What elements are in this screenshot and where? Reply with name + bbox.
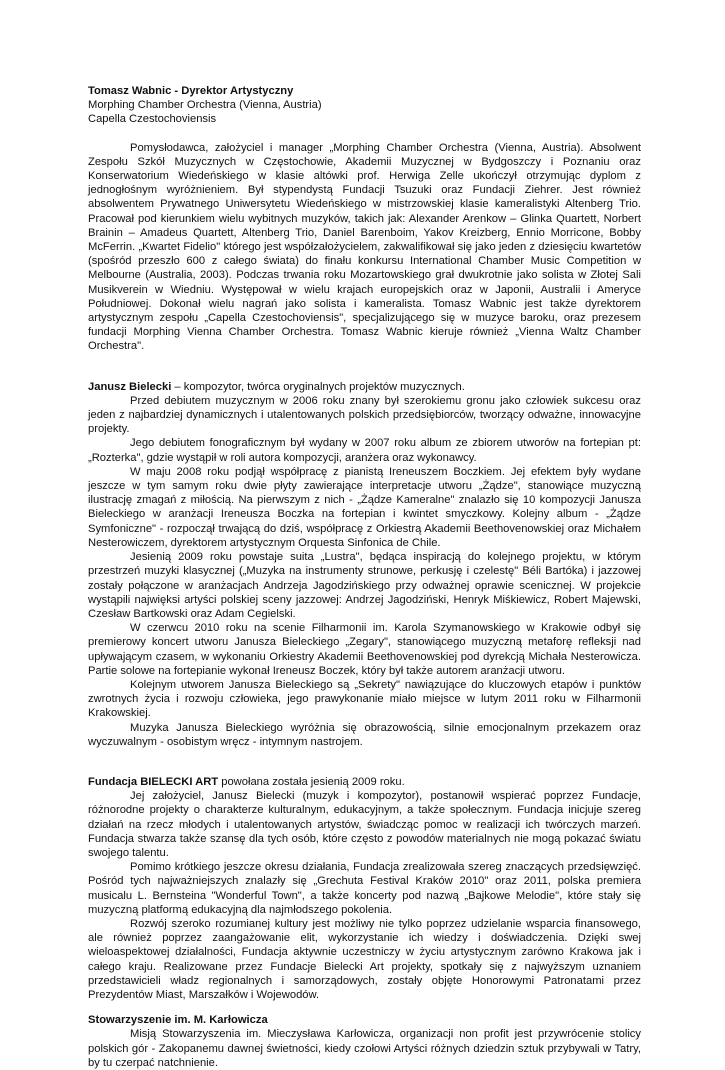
bielecki-p7: Muzyka Janusza Bieleckiego wyróżnia się obrazowością, silnie emocjonalnym przekazem oraz wyczuwalnym - osobistym wręcz - intymnym nastrojem. — [88, 721, 641, 748]
fundacja-intro: powołana została jesienią 2009 roku. — [218, 775, 405, 788]
fundacja-p1: Jej założyciel, Janusz Bielecki (muzyk i kompozytor), postanowił wspierać poprzez Fundacje, różnorodne projekty o charakterze kulturalnym, edukacyjnym, a także społecznym. Fundacja inicjuje szereg działań na rzecz młodych i utalentowanych artystów, świadcząc pomoc w realizacji ich twórczych marzeń. Fundacja stwarza także szansę dla tych osób, które często z powodów materialnych nie mogą pokazać światu swojego talentu. — [88, 790, 641, 859]
bielecki-name: Janusz Bielecki — [88, 380, 172, 393]
wabnic-org-capella: Capella Czestochoviensis — [88, 113, 217, 126]
bielecki-p1: Przed debiutem muzycznym w 2006 roku znany był szerokiemu gronu jako człowiek sukcesu oraz jeden z najbardziej dynamicznych i utalentowanych polskich przedsiębiorców, tworzący odważne, innowacyjne projekty. — [88, 394, 641, 436]
wabnic-org-morphing: Morphing Chamber Orchestra (Vienna, Austria) — [88, 99, 322, 112]
bielecki-intro: – kompozytor, twórca oryginalnych projektów muzycznych. — [171, 380, 465, 393]
bielecki-heading-line — [88, 380, 641, 394]
bielecki-p6: Kolejnym utworem Janusza Bieleckiego są „Sekrety" nawiązujące do kluczowych etapów i punktów zwrotnych życia i rozwoju człowieka, jego prawykonanie miało miejsce w lutym 2011 roku w Filharmonii Krakowskiej. — [88, 678, 641, 720]
stowarzyszenie-heading: Stowarzyszenie im. M. Karłowicza — [88, 1014, 268, 1027]
bielecki-p3: W maju 2008 roku podjął współpracę z pianistą Ireneuszem Boczkiem. Jej efektem były wydane jeszcze w tym samym roku dwie płyty zawierające interpretacje utworu „Żądze", stanowiące muzyczną ilustrację zmagań z miłością. Na pierwszym z nich - „Żądze Kameralne" znalazło się 10 kompozycji Janusza Bieleckiego w aranżacji Ireneusza Boczka na fortepian i kwintet smyczkowy. Kolejny album - „Żądze Symfoniczne" - rozpoczął trwającą do dziś, współpracę z Orkiestrą Akademii Beethovenowskiej oraz Michałem Nesterowiczem, dyrektorem artystycznym Orquesta Sinfonica de Chile. — [88, 465, 641, 549]
wabnic-heading: Tomasz Wabnic - Dyrektor Artystyczny — [88, 85, 294, 97]
stowarzyszenie-p1: Misją Stowarzyszenia im. Mieczysława Karłowicza, organizacji non profit jest przywrócenie stolicy polskich gór - Zakopanemu dawnej świetności, kiedy czołowi Artyści różnych dziedzin sztuk przybywali w Tatry, by tu czerpać natchnienie. — [88, 1028, 641, 1069]
fundacja-p3: Rozwój szeroko rozumianej kultury jest możliwy nie tylko poprzez udzielanie wsparcia finansowego, ale również poprzez zaangażowanie elit, wykorzystanie ich wiedzy i doświadczenia. Dzięki swej wieloaspektowej działalności, Fundacja aktywnie uczestniczy w życiu artystycznym zarówno Krakowa jak i całego kraju. Realizowane przez Fundacje Bielecki Art projekty, spotkały się z najwyższym uznaniem przedstawicieli władz regionalnych i samorządowych, zostały objęte Honorowymi Patronatami przez Prezydentów Miast, Marszałków i Wojewodów. — [88, 917, 641, 1001]
document-page — [88, 84, 641, 1070]
bielecki-p5: W czerwcu 2010 roku na scenie Filharmonii im. Karola Szymanowskiego w Krakowie odbył się premierowy koncert utworu Janusza Bieleckiego „Zegary", stanowiącego muzyczną metaforę refleksji nad upływającym czasem, w wykonaniu Orkiestry Akademii Beethovenowskiej pod dyrekcją Michała Nesterowicza. Partie solowe na fortepianie wykonał Ireneusz Boczek, który był także autorem aranżacji utworu. — [88, 622, 641, 677]
bielecki-p4: Jesienią 2009 roku powstaje suita „Lustra", będąca inspiracją do kolejnego projektu, w którym przestrzeń muzyki klasycznej („Muzyka na instrumenty strunowe, perkusję i czelestę" Béli Bartóka) i jazzowej zostały połączone w aranżacjach Andrzeja Jagodzińskiego przy odważnej oprawie scenicznej. W projekcie wystąpili najwięksi artyści polskiej sceny jazzowej: Andrzej Jagodziński, Henryk Miśkiewicz, Robert Majewski, Czesław Bartkowski oraz Adam Cegielski. — [88, 551, 641, 620]
bielecki-p2: Jego debiutem fonograficznym był wydany w 2007 roku album ze zbiorem utworów na fortepian pt: „Rozterka", gdzie wystąpił w roli autora kompozycji, aranżera oraz wykonawcy. — [88, 437, 641, 464]
fundacja-name: Fundacja BIELECKI ART — [88, 775, 219, 788]
fundacja-p2: Pomimo krótkiego jeszcze okresu działania, Fundacja zrealizowała szereg znaczących przedsięwzięć. Pośród tych najważniejszych znalazły się „Grechuta Festival Kraków 2010" oraz 2011, polska premiera musicalu L. Bernsteina "Wonderful Town", a także koncerty pod nazwą „Bajkowe Melodie", które stały się muzyczną platformą edukacyjną dla najmłodszego pokolenia. — [88, 861, 641, 916]
fundacja-heading-line — [88, 775, 641, 789]
wabnic-bio: Pomysłodawca, założyciel i manager „Morphing Chamber Orchestra (Vienna, Austria). Absolwent Zespołu Szkół Muzycznych w Częstochowie, Akademii Muzycznej w Bydgoszczy i Poznaniu oraz Konserwatorium Wiedeńskiego w klasie altówki prof. Herwiga Zelle ukończył otrzymując dyplom z jednogłośnym wyróżnieniem. Był stypendystą Fundacji Tsuzuki oraz Fundacji Ziehrer. Jest również absolwentem Prywatnego Uniwersytetu Wiedeńskiego w mistrzowskiej klasie kameralistyki Altenberg Trio. Pracował pod kierunkiem wielu wybitnych muzyków, takich jak: Alexander Arenkow – Glinka Quartett, Norbert Brainin – Amadeus Quartett, Altenberg Trio, Daniel Barenboim, Yakov Kreizberg, Ennio Morricone, Bobby McFerrin. „Kwartet Fidelio" którego jest współzałożycielem, zakwalifikował się jako jeden z dziesięciu kwartetów (spośród przeszło 600 z całego świata) do finału konkursu International Chamber Music Competition w Melbourne (Australia, 2003). Podczas trwania roku Mozartowskiego grał dwukrotnie jako solista w Złotej Sali Musikverein w Wiedniu. Występował w wielu krajach europejskich oraz w Japonii, Australii i Ameryce Południowej. Dokonał wielu nagrań jako solista i kameralista. Tomasz Wabnic jest także dyrektorem artystycznym zespołu „Capella Czestochoviensis", specjalizującego się w muzyce baroku, oraz prezesem fundacji Morphing Vienna Chamber Orchestra. Tomasz Wabnic kieruje również „Vienna Waltz Chamber Orchestra". — [88, 141, 641, 353]
